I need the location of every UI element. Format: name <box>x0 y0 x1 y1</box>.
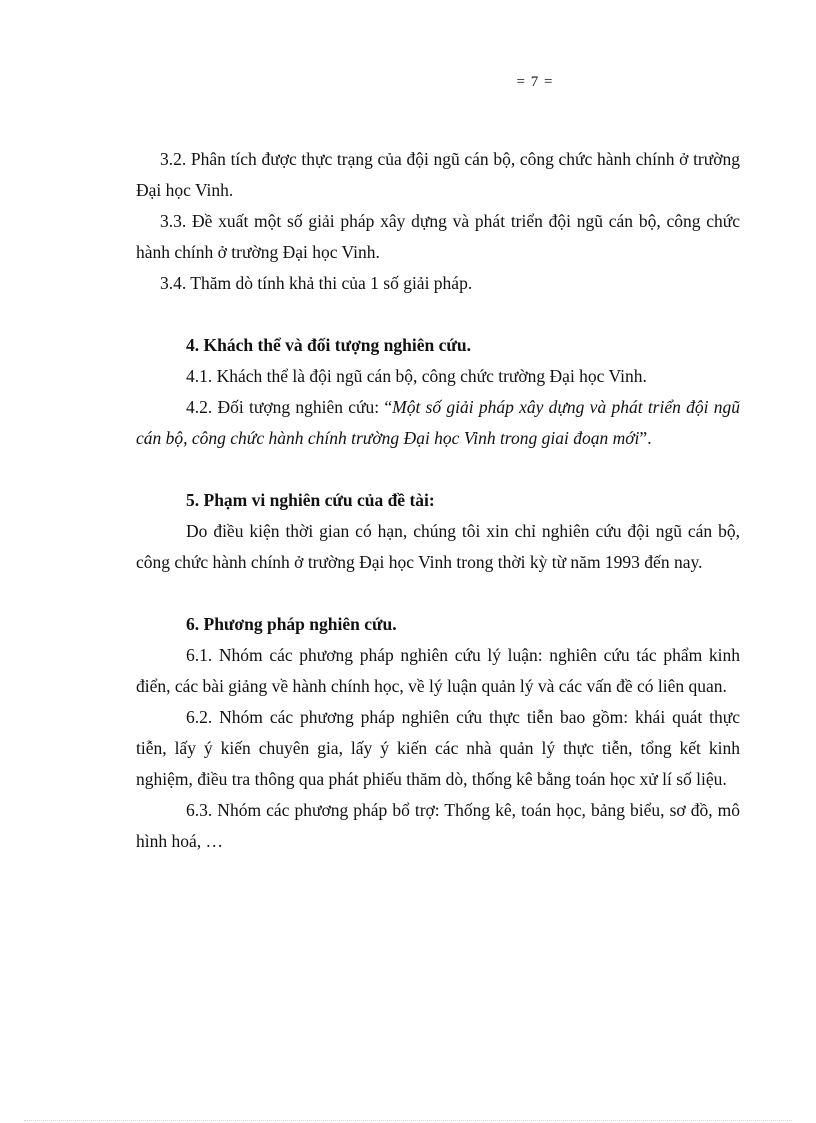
section-5-heading: 5. Phạm vi nghiên cứu của đề tài: <box>186 490 435 510</box>
section-6-item-1: 6.1. Nhóm các phương pháp nghiên cứu lý luận: nghiên cứu tác phẩm kinh điển, các bài giảng về hành chính học, về lý luận quản lý và các vấn đề có liên quan. <box>136 645 740 696</box>
objective-3-4: 3.4. Thăm dò tính khả thi của 1 số giải pháp. <box>160 273 473 293</box>
section-4-heading: 4. Khách thể và đối tượng nghiên cứu. <box>186 335 471 355</box>
section-4-item-1: 4.1. Khách thể là đội ngũ cán bộ, công chức trường Đại học Vinh. <box>186 366 647 386</box>
section-spacer <box>136 454 740 485</box>
section-4-item-2 <box>136 392 740 454</box>
section-6-item-3: 6.3. Nhóm các phương pháp bổ trợ: Thống kê, toán học, bảng biểu, sơ đồ, mô hình hoá, … <box>136 800 740 851</box>
page-number: = 7 = <box>516 74 554 90</box>
section-4-item-2-quote: Một số giải pháp xây dựng và phát triển đội ngũ cán bộ, công chức hành chính trường Đại học Vinh trong giai đoạn mới <box>136 397 740 448</box>
section-5-body: Do điều kiện thời gian có hạn, chúng tôi xin chỉ nghiên cứu đội ngũ cán bộ, công chức hành chính ở trường Đại học Vinh trong thời kỳ từ năm 1993 đến nay. <box>136 521 740 572</box>
section-4-item-2-prefix: 4.2. Đối tượng nghiên cứu: “ <box>186 397 393 417</box>
page-bottom-divider <box>24 1120 792 1121</box>
section-spacer <box>136 299 740 330</box>
section-6-heading: 6. Phương pháp nghiên cứu. <box>186 614 397 634</box>
objective-3-2: 3.2. Phân tích được thực trạng của đội ngũ cán bộ, công chức hành chính ở trường Đại học Vinh. <box>136 149 740 200</box>
section-4-item-2-suffix: ”. <box>639 428 652 448</box>
document-body <box>136 144 740 857</box>
section-6-item-2: 6.2. Nhóm các phương pháp nghiên cứu thực tiễn bao gồm: khái quát thực tiễn, lấy ý kiến chuyên gia, lấy ý kiến các nhà quản lý thực tiễn, tổng kết kinh nghiệm, điều tra thông qua phát phiếu thăm dò, thống kê bằng toán học xử lí số liệu. <box>136 707 740 789</box>
objective-3-3: 3.3. Đề xuất một số giải pháp xây dựng và phát triển đội ngũ cán bộ, công chức hành chính ở trường Đại học Vinh. <box>136 211 740 262</box>
section-spacer <box>136 578 740 609</box>
